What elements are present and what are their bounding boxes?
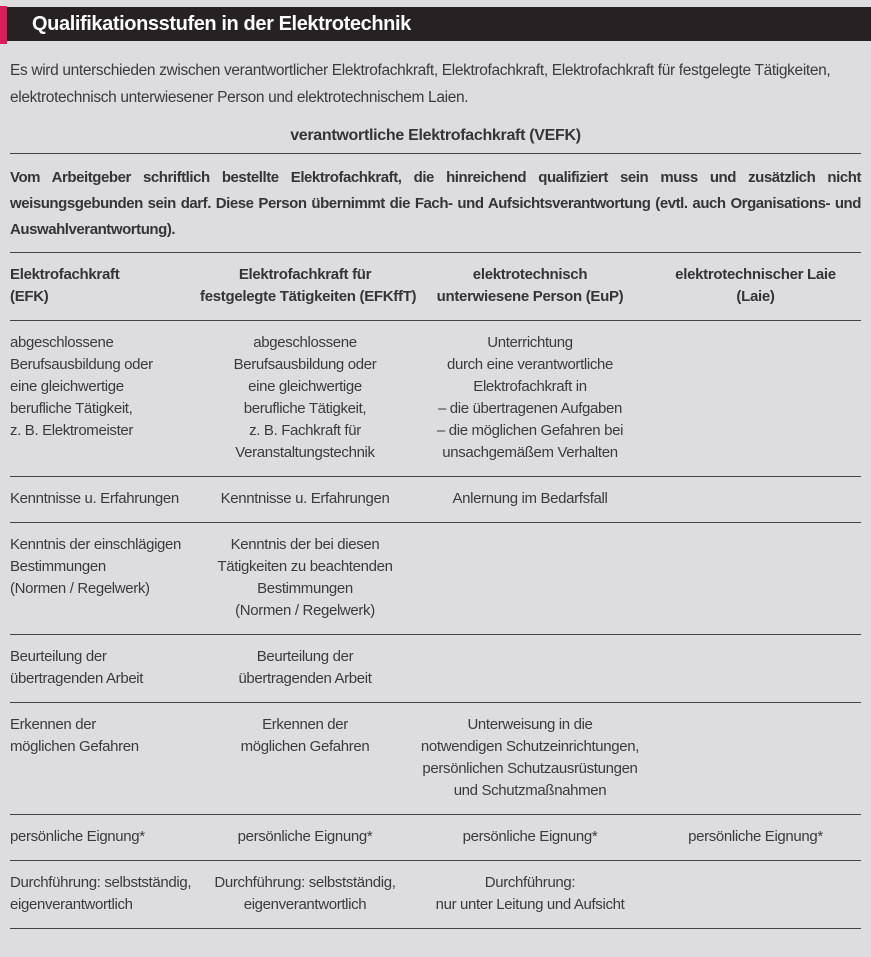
cell-line: Tätigkeiten zu beachtenden <box>217 558 393 575</box>
cell-line: persönlichen Schutzausrüstungen <box>422 760 638 777</box>
table-header-row <box>10 252 861 320</box>
table-row <box>10 702 861 814</box>
cell-line: nur unter Leitung und Aufsicht <box>435 896 625 913</box>
table-cell <box>410 826 650 848</box>
cell-line: elektrotechnischer Laie <box>675 266 836 283</box>
cell-line: Berufsausbildung oder <box>233 356 377 373</box>
qualification-table <box>10 252 861 929</box>
table-cell <box>10 826 200 848</box>
cell-line: Bestimmungen <box>257 580 353 597</box>
cell-line: elektrotechnisch <box>472 266 588 283</box>
cell-line: abgeschlossene <box>253 334 357 351</box>
table-cell <box>10 714 200 802</box>
cell-line: (Normen / Regelwerk) <box>235 602 375 619</box>
cell-line: übertragenden Arbeit <box>238 670 372 687</box>
table-cell <box>200 332 410 464</box>
cell-line: Anlernung im Bedarfsfall <box>452 490 608 507</box>
cell-line: möglichen Gefahren <box>10 738 139 755</box>
table-cell <box>650 332 861 464</box>
cell-line: abgeschlossene <box>10 334 114 351</box>
table-cell <box>650 872 861 916</box>
cell-line: – die übertragenen Aufgaben <box>437 400 623 417</box>
table-cell <box>10 872 200 916</box>
cell-line: Veranstaltungstechnik <box>235 444 375 461</box>
table-cell <box>200 646 410 690</box>
cell-line: Kenntnisse u. Erfahrungen <box>10 490 179 507</box>
vefk-heading: verantwortliche Elektrofachkraft (VEFK) <box>290 127 581 144</box>
document-page <box>0 7 871 957</box>
cell-line: und Schutzmaßnahmen <box>453 782 607 799</box>
cell-line: – die möglichen Gefahren bei <box>436 422 624 439</box>
table-cell <box>410 646 650 690</box>
cell-line: (Normen / Regelwerk) <box>10 580 150 597</box>
divider <box>10 153 861 154</box>
column-header <box>410 264 650 308</box>
cell-line: notwendigen Schutzeinrichtungen, <box>420 738 640 755</box>
cell-line: (Laie) <box>736 288 775 305</box>
cell-line: Erkennen der <box>10 716 96 733</box>
cell-line: Unterweisung in die <box>467 716 593 733</box>
table-cell <box>10 332 200 464</box>
cell-line: unterwiesene Person (EuP) <box>436 288 624 305</box>
table-cell <box>10 534 200 622</box>
cell-line: Bestimmungen <box>10 558 106 575</box>
column-header <box>200 264 417 308</box>
table-cell <box>650 714 861 802</box>
accent-bar <box>0 6 7 44</box>
cell-line: möglichen Gefahren <box>240 738 370 755</box>
table-row <box>10 522 861 634</box>
cell-line: übertragenden Arbeit <box>10 670 144 687</box>
cell-line: persönliche Eignung* <box>462 828 598 845</box>
cell-line: z. B. Elektromeister <box>10 422 134 439</box>
table-cell <box>650 826 861 848</box>
cell-line: Beurteilung der <box>10 648 107 665</box>
cell-line: Elektrofachkraft in <box>473 378 587 395</box>
vefk-description: Vom Arbeitgeber schriftlich bestellte Elektrofachkraft, die hinreichend qualifiziert sein muss und zusätzlich nicht weisungsgebunden sein darf. Diese Person übernimmt die Fach- und Aufsichtsverantwortung (evtl. auch Organisations- und Auswahlverantwortung). <box>10 169 861 238</box>
table-row <box>10 814 861 860</box>
table-cell <box>410 714 650 802</box>
cell-line: z. B. Fachkraft für <box>249 422 361 439</box>
table-row <box>10 634 861 702</box>
cell-line: Elektrofachkraft <box>10 266 120 283</box>
title-bar <box>0 7 871 41</box>
cell-line: Durchführung: selbstständig, <box>214 874 396 891</box>
cell-line: persönliche Eignung* <box>10 828 145 845</box>
cell-line: berufliche Tätigkeit, <box>243 400 367 417</box>
cell-line: (EFK) <box>10 288 49 305</box>
table-cell <box>410 332 650 464</box>
table-cell <box>200 872 410 916</box>
cell-line: unsachgemäßem Verhalten <box>442 444 618 461</box>
cell-line: eine gleichwertige <box>248 378 362 395</box>
cell-line: Kenntnis der bei diesen <box>230 536 380 553</box>
cell-line: Elektrofachkraft für <box>238 266 372 283</box>
table-cell <box>10 488 200 510</box>
cell-line: Durchführung: selbstständig, <box>10 874 192 891</box>
column-header <box>650 264 861 308</box>
table-cell <box>10 646 200 690</box>
cell-line: eigenverantwortlich <box>10 896 133 913</box>
table-cell <box>200 488 410 510</box>
table-cell <box>410 872 650 916</box>
cell-line: Durchführung: <box>484 874 576 891</box>
cell-line: Kenntnisse u. Erfahrungen <box>220 490 390 507</box>
column-header <box>10 264 200 308</box>
cell-line: berufliche Tätigkeit, <box>10 400 133 417</box>
table-cell <box>200 714 410 802</box>
cell-line: Kenntnis der einschlägigen <box>10 536 182 553</box>
table-cell <box>650 534 861 622</box>
page-title: Qualifikationsstufen in der Elektrotechnik <box>32 12 411 35</box>
table-cell <box>410 488 650 510</box>
table-row <box>10 860 861 928</box>
table-cell <box>650 488 861 510</box>
intro-paragraph: Es wird unterschieden zwischen verantwortlicher Elektrofachkraft, Elektrofachkraft, Elektrofachkraft für festgelegte Tätigkeiten, elektrotechnisch unterwiesener Person und elektrotechnischem Laien. <box>10 62 831 106</box>
table-cell <box>200 534 410 622</box>
cell-line: Berufsausbildung oder <box>10 356 153 373</box>
cell-line: Erkennen der <box>262 716 348 733</box>
table-row <box>10 320 861 476</box>
cell-line: durch eine verantwortliche <box>447 356 613 373</box>
cell-line: Unterrichtung <box>487 334 573 351</box>
table-cell <box>650 646 861 690</box>
table-cell <box>200 826 410 848</box>
table-row <box>10 476 861 522</box>
cell-line: eine gleichwertige <box>10 378 124 395</box>
table-cell <box>410 534 650 622</box>
cell-line: persönliche Eignung* <box>237 828 373 845</box>
cell-line: persönliche Eignung* <box>688 828 823 845</box>
cell-line: Beurteilung der <box>256 648 354 665</box>
cell-line: eigenverantwortlich <box>243 896 367 913</box>
cell-line: festgelegte Tätigkeiten (EFKffT) <box>200 288 417 305</box>
